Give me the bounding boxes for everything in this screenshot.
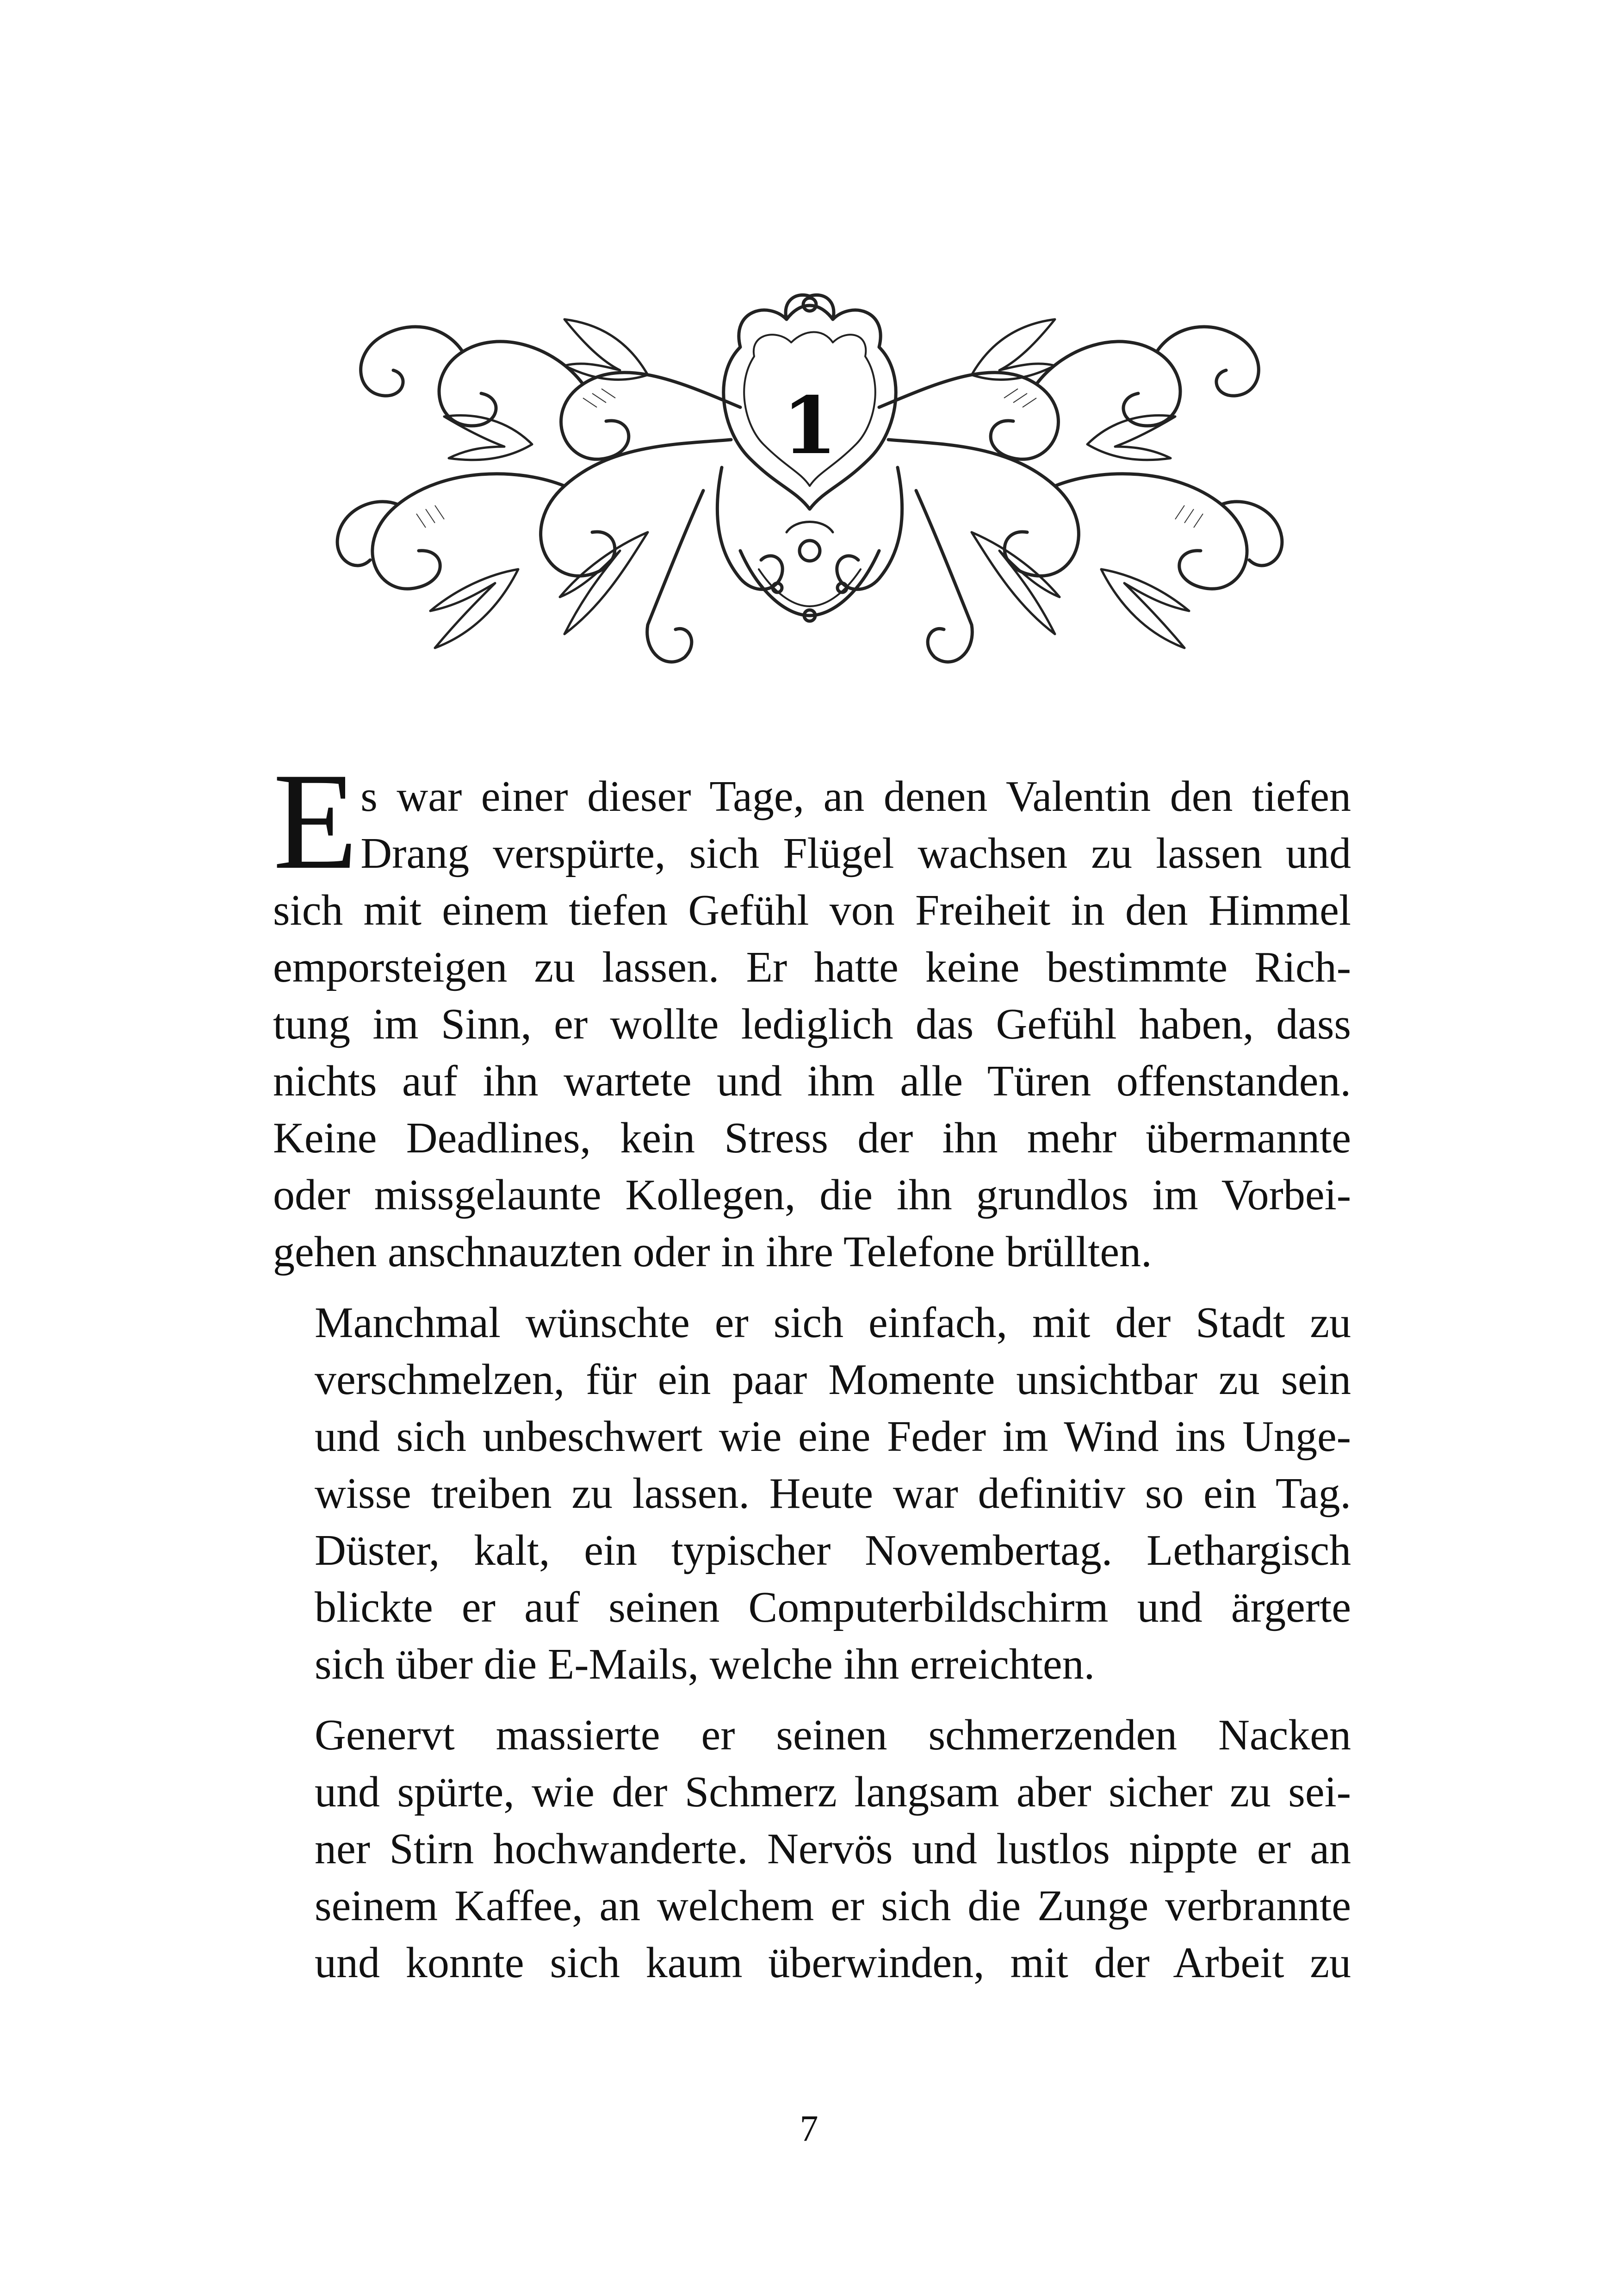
- text-line: seinem Kaffee, an welchem er sich die Zunge verbrannte: [315, 1882, 1351, 1930]
- text-line: Manchmal wünschte er sich einfach, mit der Stadt zu: [315, 1299, 1351, 1347]
- text-line: s war einer dieser Tage, an denen Valentin den tiefen: [360, 772, 1351, 821]
- text-line: Genervt massierte er seinen schmerzenden Nacken: [315, 1711, 1351, 1759]
- text-line: verschmelzen, für ein paar Momente unsichtbar zu sein: [315, 1356, 1351, 1404]
- paragraph-3: [273, 1707, 1351, 1991]
- text-line: Düster, kalt, ein typischer Novembertag. Lethargisch: [315, 1526, 1351, 1574]
- paragraph-2: [273, 1294, 1351, 1693]
- text-line: sich über die E-Mails, welche ihn erreichten.: [315, 1640, 1095, 1688]
- text-line: Drang verspürte, sich Flügel wachsen zu lassen und: [360, 829, 1351, 877]
- text-line: oder missgelaunte Kollegen, die ihn grundlos im Vorbei-: [273, 1171, 1351, 1219]
- chapter-number: 1: [782, 380, 837, 472]
- text-line: gehen anschnauzten oder in ihre Telefone brüllten.: [273, 1228, 1152, 1276]
- text-line: nichts auf ihn wartete und ihm alle Türen offenstanden.: [273, 1057, 1351, 1105]
- text-line: und spürte, wie der Schmerz langsam aber sicher zu sei-: [315, 1768, 1351, 1816]
- page-number: 7: [800, 2109, 818, 2149]
- text-line: Keine Deadlines, kein Stress der ihn mehr übermannte: [273, 1114, 1351, 1162]
- baroque-scroll-ornament: [324, 292, 1296, 699]
- text-line: ner Stirn hochwanderte. Nervös und lustlos nippte er an: [315, 1825, 1351, 1873]
- text-line: und konnte sich kaum überwinden, mit der Arbeit zu: [315, 1939, 1351, 1987]
- paragraph-1: [273, 744, 1351, 1281]
- drop-cap: E: [273, 744, 358, 898]
- text-line: emporsteigen zu lassen. Er hatte keine bestimmte Rich-: [273, 943, 1351, 991]
- text-line: wisse treiben zu lassen. Heute war definitiv so ein Tag.: [315, 1469, 1351, 1518]
- text-line: blickte er auf seinen Computerbildschirm und ärgerte: [315, 1583, 1351, 1631]
- text-line: sich mit einem tiefen Gefühl von Freiheit in den Himmel: [273, 886, 1351, 934]
- chapter-text: [273, 744, 1351, 1991]
- text-line: tung im Sinn, er wollte lediglich das Gefühl haben, dass: [273, 1000, 1351, 1048]
- text-line: und sich unbeschwert wie eine Feder im Wind ins Unge-: [315, 1412, 1351, 1461]
